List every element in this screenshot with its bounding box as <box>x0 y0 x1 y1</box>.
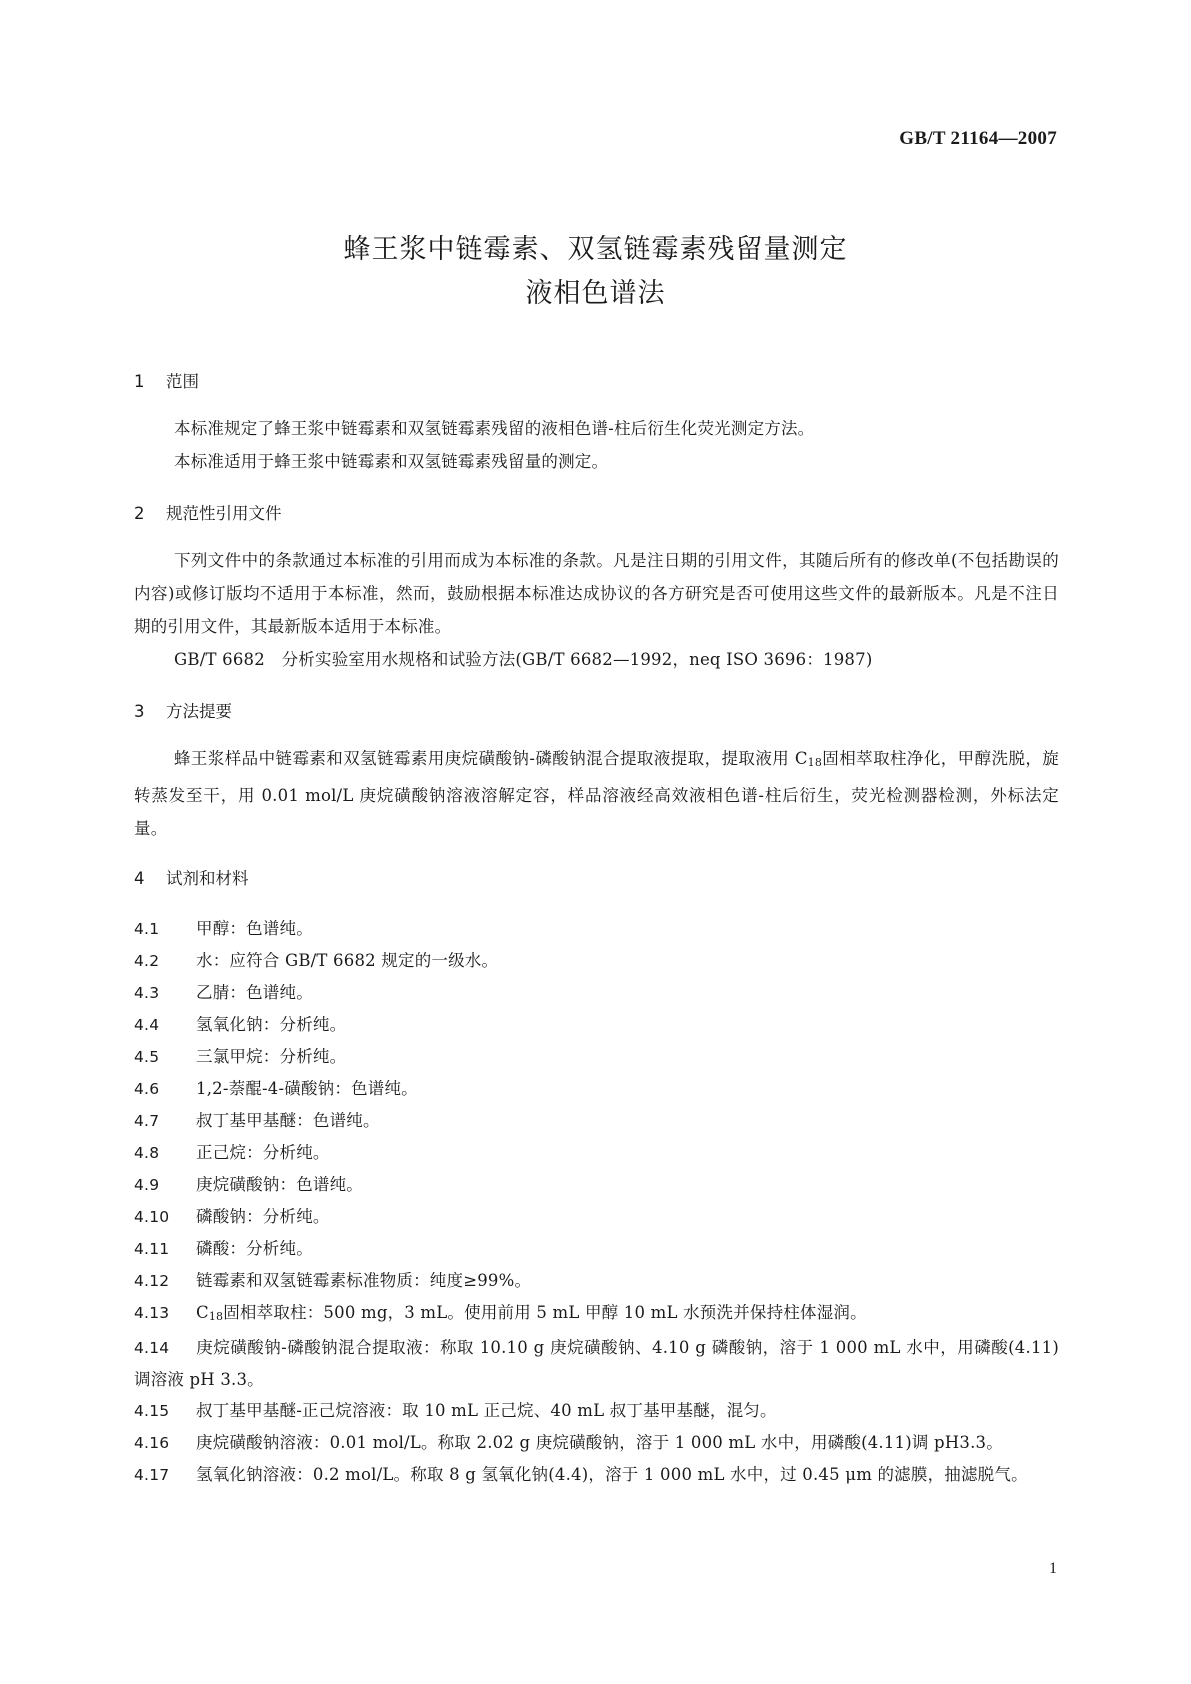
page-number: 1 <box>1049 1560 1057 1577</box>
section-heading-reagents <box>134 865 1059 893</box>
document-title <box>0 228 1191 316</box>
standard-code: GB/T 21164—2007 <box>899 128 1057 149</box>
list-item: 4.13 C18固相萃取柱：500 mg，3 mL。使用前用 5 mL 甲醇 10 mL 水预洗并保持柱体湿润。 <box>134 1303 867 1323</box>
section-number: 3 <box>134 702 145 721</box>
list-item: 4.7 叔丁基甲基醚：色谱纯。 <box>134 1111 380 1130</box>
title-line-1: 蜂王浆中链霉素、双氢链霉素残留量测定 <box>343 234 848 265</box>
list-item: 4.11 磷酸：分析纯。 <box>134 1239 313 1258</box>
list-item: 4.16 庚烷磺酸钠溶液：0.01 mol/L。称取 2.02 g 庚烷磺酸钠，溶于 1 000 mL 水中，用磷酸(4.11)调 pH3.3。 <box>134 1433 1003 1452</box>
list-item: 4.12 链霉素和双氢链霉素标准物质：纯度≥99%。 <box>134 1271 532 1290</box>
section-title: 方法提要 <box>166 702 232 721</box>
list-item: 4.6 1,2-萘醌-4-磺酸钠：色谱纯。 <box>134 1079 418 1098</box>
section-heading-scope <box>134 368 1059 396</box>
list-item: 4.9 庚烷磺酸钠：色谱纯。 <box>134 1175 363 1194</box>
list-item: 4.4 氢氧化钠：分析纯。 <box>134 1015 347 1034</box>
section-number: 2 <box>134 504 145 523</box>
section-title: 规范性引用文件 <box>166 504 282 523</box>
section-title: 范围 <box>166 372 199 391</box>
list-item: 4.2 水：应符合 GB/T 6682 规定的一级水。 <box>134 951 499 970</box>
list-item: 4.1 甲醇：色谱纯。 <box>134 919 313 938</box>
document-body <box>134 368 1059 1491</box>
paragraph: 本标准适用于蜂王浆中链霉素和双氢链霉素残留量的测定。 <box>174 452 609 471</box>
paragraph: 下列文件中的条款通过本标准的引用而成为本标准的条款。凡是注日期的引用文件，其随后所有的修改单(不包括勘误的内容)或修订版均不适用于本标准，然而，鼓励根据本标准达成协议的各方研究是否可使用这些文件的最新版本。凡是不注日期的引用文件，其最新版本适用于本标准。 <box>134 551 1059 636</box>
reference-entry: GB/T 6682 分析实验室用水规格和试验方法(GB/T 6682—1992，neq ISO 3696：1987) <box>174 650 873 669</box>
section-number: 1 <box>134 372 145 391</box>
title-line-2: 液相色谱法 <box>525 278 666 309</box>
list-item: 4.3 乙腈：色谱纯。 <box>134 983 313 1002</box>
paragraph: 本标准规定了蜂王浆中链霉素和双氢链霉素残留的液相色谱-柱后衍生化荧光测定方法。 <box>174 419 815 438</box>
section-number: 4 <box>134 869 145 888</box>
list-item: 4.14 庚烷磺酸钠-磷酸钠混合提取液：称取 10.10 g 庚烷磺酸钠、4.10 g 磷酸钠，溶于 1 000 mL 水中，用磷酸(4.11)调溶液 pH 3.3。 <box>134 1338 1059 1389</box>
section-title: 试剂和材料 <box>166 869 249 888</box>
list-item: 4.10 磷酸钠：分析纯。 <box>134 1207 330 1226</box>
list-item: 4.17 氢氧化钠溶液：0.2 mol/L。称取 8 g 氢氧化钠(4.4)，溶于 1 000 mL 水中，过 0.45 μm 的滤膜，抽滤脱气。 <box>134 1465 1028 1484</box>
list-item: 4.8 正己烷：分析纯。 <box>134 1143 330 1162</box>
reagent-list <box>134 913 1059 1491</box>
list-item: 4.15 叔丁基甲基醚-正己烷溶液：取 10 mL 正己烷、40 mL 叔丁基甲基醚，混匀。 <box>134 1401 777 1420</box>
list-item: 4.5 三氯甲烷：分析纯。 <box>134 1047 347 1066</box>
paragraph: 蜂王浆样品中链霉素和双氢链霉素用庚烷磺酸钠-磷酸钠混合提取液提取，提取液用 C18固相萃取柱净化，甲醇洗脱，旋转蒸发至干，用 0.01 mol/L 庚烷磺酸钠溶液溶解定容，样品溶液经高效液相色谱-柱后衍生，荧光检测器检测，外标法定量。 <box>134 749 1059 838</box>
section-heading-method-summary <box>134 698 1059 726</box>
section-heading-normative-references <box>134 500 1059 528</box>
